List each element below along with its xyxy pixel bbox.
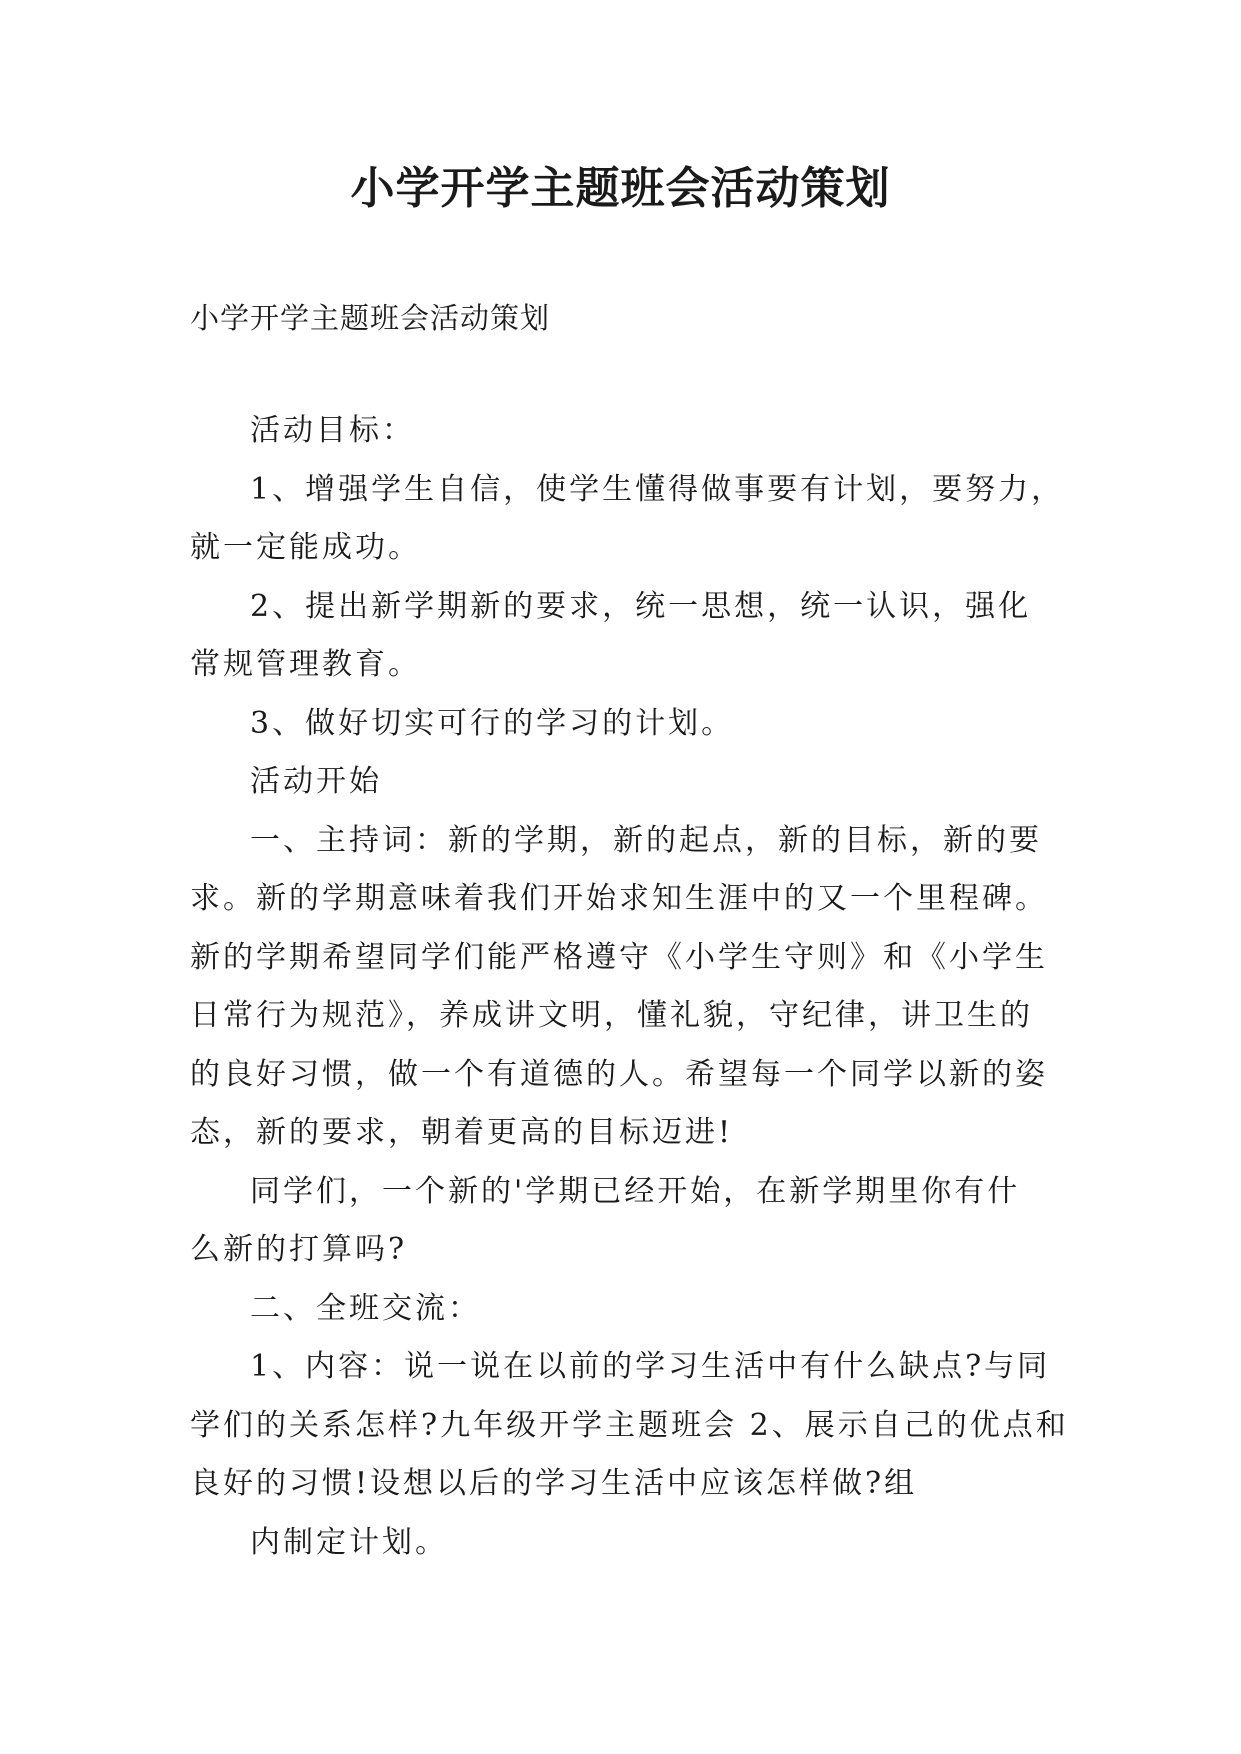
text-line: 2、提出新学期新的要求，统一思想，统一认识，强化 [250, 588, 1032, 624]
text-line: 么新的打算吗? [190, 1232, 408, 1267]
text-line: 常规管理教育。 [190, 647, 421, 682]
paragraph-goal-3 [190, 695, 1070, 754]
document-subtitle: 小学开学主题班会活动策划 [190, 301, 551, 335]
text-line: 内制定计划。 [250, 1524, 448, 1560]
text-line: 态，新的要求，朝着更高的目标迈进! [190, 1115, 734, 1150]
text-line: 一、主持词：新的学期，新的起点，新的目标，新的要 [250, 822, 1042, 858]
paragraph-content [190, 1338, 1070, 1514]
paragraph-goal-2 [190, 578, 1070, 695]
document-body [190, 402, 1070, 1572]
paragraph-goal-1 [190, 461, 1070, 578]
paragraph-plan [190, 1514, 1070, 1573]
paragraph-goals-heading [190, 402, 1070, 461]
text-line: 新的学期希望同学们能严格遵守《小学生守则》和《小学生 [190, 939, 1048, 975]
document-title: 小学开学主题班会活动策划 [350, 163, 891, 214]
text-line: 1、内容：说一说在以前的学习生活中有什么缺点?与同 [250, 1349, 1051, 1384]
text-line: 1、增强学生自信，使学生懂得做事要有计划，要努力， [250, 471, 1065, 507]
text-line: 日常行为规范》，养成讲文明，懂礼貌，守纪律，讲卫生的 [190, 998, 1033, 1033]
text-line: 活动目标： [250, 413, 415, 448]
text-line: 求。新的学期意味着我们开始求知生涯中的又一个里程碑。 [190, 881, 1048, 916]
text-line: 同学们，一个新的'学期已经开始，在新学期里你有什 [250, 1173, 1021, 1209]
text-line: 二、全班交流： [250, 1290, 481, 1326]
text-line: 学们的关系怎样?九年级开学主题班会 2、展示自己的优点和 [190, 1407, 1069, 1443]
paragraph-class-exchange [190, 1280, 1070, 1339]
text-line: 活动开始 [250, 764, 382, 799]
text-line: 3、做好切实可行的学习的计划。 [250, 705, 735, 741]
text-line: 的良好习惯，做一个有道德的人。希望每一个同学以新的姿 [190, 1056, 1048, 1092]
paragraph-host-speech [190, 812, 1070, 1163]
text-line: 良好的习惯!设想以后的学习生活中应该怎样做?组 [190, 1466, 918, 1501]
paragraph-question [190, 1163, 1070, 1280]
text-line: 就一定能成功。 [190, 530, 421, 565]
paragraph-activity-start [190, 753, 1070, 812]
